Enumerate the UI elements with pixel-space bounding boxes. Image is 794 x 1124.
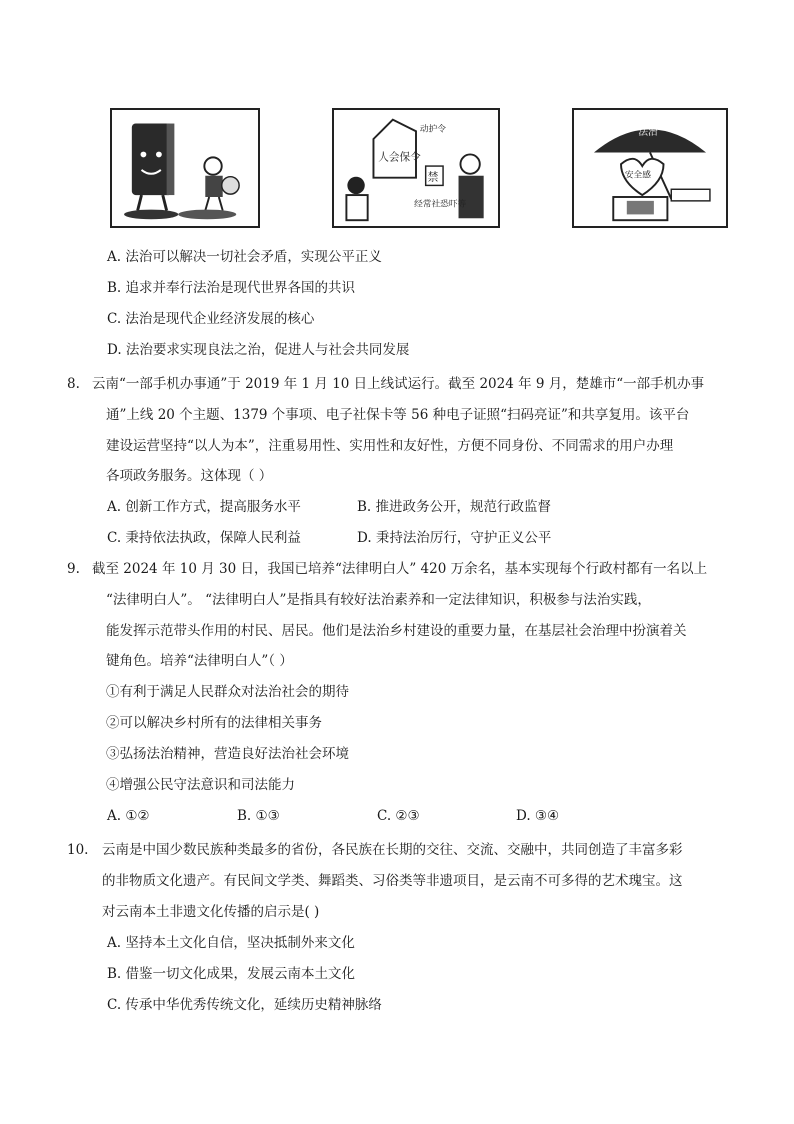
- q9-statement-1: ①有利于满足人民群众对法治社会的期待: [106, 684, 349, 700]
- q10-number: 10.: [67, 842, 89, 858]
- q7-option-a: A. 法治可以解决一切社会矛盾，实现公平正义: [107, 249, 382, 265]
- q8-option-a: A. 创新工作方式，提高服务水平: [107, 499, 301, 515]
- q8-stem-line-1: 云南“一部手机办事通”于 2019 年 1 月 10 日上线试运行。截至 2024 年 9 月，楚雄市“一部手机办事: [92, 376, 705, 392]
- q8-option-c: C. 秉持依法执政，保障人民利益: [107, 530, 301, 546]
- q10-option-c: C. 传承中华优秀传统文化，延续历史精神脉络: [107, 997, 382, 1013]
- q9-statement-3: ③弘扬法治精神，营造良好法治社会环境: [106, 746, 349, 762]
- sign-main-text: 人会保令: [378, 150, 421, 164]
- q9-option-d: D. ③④: [516, 808, 560, 824]
- q8-number: 8.: [67, 376, 80, 392]
- cartoon-sign-scene: [332, 108, 500, 228]
- q9-stem-line-1: 截至 2024 年 10 月 30 日，我国已培养“法律明白人” 420 万余名，基本实现每个行政村都有一名以上: [92, 561, 708, 577]
- q10-stem-line-1: 云南是中国少数民族种类最多的省份，各民族在长期的交往、交流、交融中，共同创造了丰富多彩: [102, 842, 683, 858]
- q8-stem-line-2: 通”上线 20 个主题、1379 个事项、电子社保卡等 56 种电子证照“扫码亮证”和共享复用。该平台: [106, 407, 690, 423]
- sign-scene-illustration: [334, 110, 498, 226]
- q8-option-b: B. 推进政务公开，规范行政监督: [357, 499, 552, 515]
- book-figure-illustration: [112, 110, 258, 226]
- q8-stem-line-4: 各项政务服务。这体现（ ）: [106, 468, 273, 484]
- cartoon-umbrella-scene: [572, 108, 728, 228]
- q10-option-a: A. 坚持本土文化自信，坚决抵制外来文化: [107, 935, 355, 951]
- q10-stem-line-3: 对云南本土非遗文化传播的启示是( ): [102, 904, 320, 920]
- q7-option-b: B. 追求并奉行法治是现代世界各国的共识: [107, 280, 356, 296]
- q9-stem-line-4: 键角色。培养“法律明白人”（ ）: [106, 653, 293, 669]
- q9-stem-line-2: “法律明白人”。 “法律明白人”是指具有较好法治素养和一定法律知识，积极参与法治实践，: [106, 592, 651, 608]
- cartoon-book-figure: [110, 108, 260, 228]
- q9-statement-2: ②可以解决乡村所有的法律相关事务: [106, 715, 322, 731]
- q7-option-d: D. 法治要求实现良法之治，促进人与社会共同发展: [107, 342, 410, 358]
- q9-stem-line-3: 能发挥示范带头作用的村民、居民。他们是法治乡村建设的重要力量，在基层社会治理中扮演着关: [106, 623, 687, 639]
- q7-option-c: C. 法治是现代企业经济发展的核心: [107, 311, 315, 327]
- sign-right-text: 动护令: [419, 124, 446, 135]
- heart-text: 安全感: [624, 170, 651, 181]
- ban-label: 禁: [427, 170, 439, 184]
- q10-option-b: B. 借鉴一切文化成果，发展云南本土文化: [107, 966, 356, 982]
- q9-option-a: A. ①②: [107, 808, 150, 824]
- q8-option-d: D. 秉持法治厉行，守护正义公平: [357, 530, 552, 546]
- umbrella-text: 法治: [638, 127, 658, 139]
- q9-statement-4: ④增强公民守法意识和司法能力: [106, 777, 295, 793]
- q8-stem-line-3: 建设运营坚持“以人为本”，注重易用性、实用性和友好性，方便不同身份、不同需求的用户办理: [106, 438, 674, 454]
- q9-option-b: B. ①③: [237, 808, 280, 824]
- sign-bottom-text: 经常社恐吓等: [414, 199, 467, 210]
- umbrella-scene-illustration: [574, 110, 726, 226]
- q9-option-c: C. ②③: [377, 808, 420, 824]
- q9-number: 9.: [67, 561, 80, 577]
- q10-stem-line-2: 的非物质文化遗产。有民间文学类、舞蹈类、习俗类等非遗项目，是云南不可多得的艺术瑰宝。这: [102, 873, 683, 889]
